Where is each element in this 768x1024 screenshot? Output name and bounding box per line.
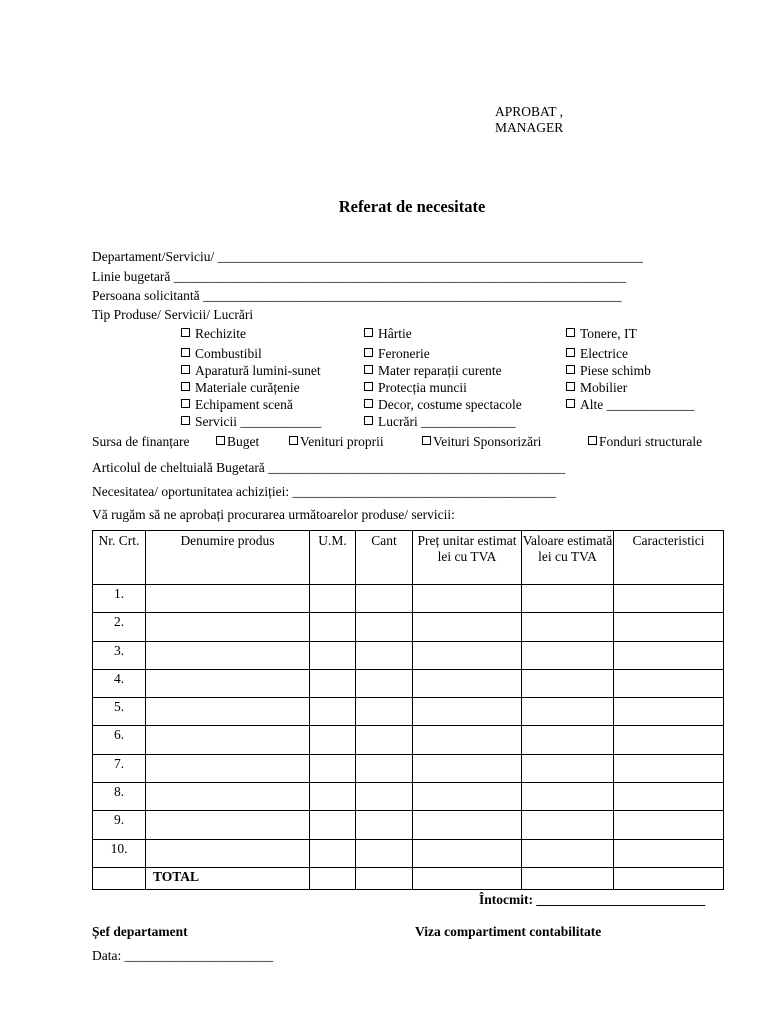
cell[interactable] bbox=[522, 811, 614, 839]
financing-option-budget[interactable]: Buget bbox=[216, 434, 259, 450]
cell[interactable] bbox=[522, 613, 614, 641]
checkbox-icon[interactable] bbox=[364, 399, 373, 408]
row-number: 4. bbox=[93, 669, 146, 697]
cell[interactable] bbox=[413, 811, 522, 839]
cell[interactable] bbox=[522, 698, 614, 726]
header-product-name: Denumire produs bbox=[146, 531, 310, 585]
cell[interactable] bbox=[310, 585, 356, 613]
cell[interactable] bbox=[614, 585, 724, 613]
cell[interactable] bbox=[522, 585, 614, 613]
checkbox-icon[interactable] bbox=[566, 328, 575, 337]
table-row bbox=[93, 669, 724, 697]
cell[interactable] bbox=[522, 726, 614, 754]
budget-line-field[interactable]: Linie bugetară ___________________________________________________________________ bbox=[92, 269, 626, 284]
header-unit: U.M. bbox=[310, 531, 356, 585]
type-option[interactable]: Lucrări ______________ bbox=[364, 414, 516, 430]
cell[interactable] bbox=[614, 669, 724, 697]
type-option[interactable]: Servicii ____________ bbox=[181, 414, 321, 430]
type-option[interactable]: Protecția muncii bbox=[364, 380, 467, 396]
cell[interactable] bbox=[146, 839, 310, 867]
cell[interactable] bbox=[522, 867, 614, 889]
cell[interactable] bbox=[413, 585, 522, 613]
type-option[interactable]: Aparatură lumini-sunet bbox=[181, 363, 321, 379]
accounting-visa-label: Viza compartiment contabilitate bbox=[415, 924, 602, 939]
table-row bbox=[93, 839, 724, 867]
cell[interactable] bbox=[310, 867, 356, 889]
cell[interactable] bbox=[310, 811, 356, 839]
type-option[interactable]: Decor, costume spectacole bbox=[364, 397, 522, 413]
row-number: 3. bbox=[93, 641, 146, 669]
table-row bbox=[93, 811, 724, 839]
necessity-field[interactable]: Necesitatea/ oportunitatea achiziției: _______________________________________ bbox=[92, 484, 556, 499]
cell[interactable] bbox=[614, 783, 724, 811]
table-row bbox=[93, 698, 724, 726]
budget-article-field[interactable]: Articolul de cheltuială Bugetară ____________________________________________ bbox=[92, 460, 566, 475]
financing-option-structural-funds[interactable]: Fonduri structurale bbox=[588, 434, 702, 450]
table-row bbox=[93, 726, 724, 754]
financing-option-sponsorship[interactable]: Veituri Sponsorizări bbox=[422, 434, 541, 450]
cell[interactable] bbox=[614, 613, 724, 641]
type-option[interactable]: Echipament scenă bbox=[181, 397, 293, 413]
checkbox-icon[interactable] bbox=[588, 436, 597, 445]
cell[interactable] bbox=[614, 867, 724, 889]
row-number: 2. bbox=[93, 613, 146, 641]
approval-block bbox=[495, 104, 563, 136]
header-value: Valoare estimată lei cu TVA bbox=[522, 531, 614, 585]
type-option[interactable]: Combustibil bbox=[181, 346, 262, 362]
cell[interactable] bbox=[614, 811, 724, 839]
cell[interactable] bbox=[614, 698, 724, 726]
cell[interactable] bbox=[356, 754, 413, 782]
row-number: 8. bbox=[93, 783, 146, 811]
cell[interactable] bbox=[413, 669, 522, 697]
checkbox-icon[interactable] bbox=[181, 365, 190, 374]
cell[interactable] bbox=[356, 641, 413, 669]
cell bbox=[93, 867, 146, 889]
cell[interactable] bbox=[522, 783, 614, 811]
cell[interactable] bbox=[310, 698, 356, 726]
cell[interactable] bbox=[146, 783, 310, 811]
document-title: Referat de necesitate bbox=[338, 197, 486, 216]
checkbox-icon[interactable] bbox=[364, 365, 373, 374]
table-total-row bbox=[93, 867, 724, 889]
checkbox-icon[interactable] bbox=[181, 399, 190, 408]
checkbox-icon[interactable] bbox=[566, 399, 575, 408]
cell[interactable] bbox=[413, 613, 522, 641]
table-row bbox=[93, 641, 724, 669]
cell[interactable] bbox=[413, 726, 522, 754]
cell[interactable] bbox=[356, 669, 413, 697]
department-field[interactable]: Departament/Serviciu/ _______________________________________________________________ bbox=[92, 249, 643, 264]
type-option[interactable]: Hârtie bbox=[364, 326, 412, 342]
cell[interactable] bbox=[310, 839, 356, 867]
row-number: 1. bbox=[93, 585, 146, 613]
financing-label: Sursa de finanțare bbox=[92, 434, 190, 449]
type-option[interactable]: Tonere, IT bbox=[566, 326, 637, 342]
table-row bbox=[93, 754, 724, 782]
cell[interactable] bbox=[146, 641, 310, 669]
checkbox-icon[interactable] bbox=[181, 416, 190, 425]
cell[interactable] bbox=[310, 754, 356, 782]
checkbox-icon[interactable] bbox=[289, 436, 298, 445]
cell[interactable] bbox=[310, 641, 356, 669]
cell[interactable] bbox=[146, 811, 310, 839]
row-number: 9. bbox=[93, 811, 146, 839]
table-row bbox=[93, 585, 724, 613]
checkbox-icon[interactable] bbox=[422, 436, 431, 445]
approval-line-1: APROBAT , bbox=[495, 104, 564, 119]
header-unit-price: Preț unitar estimat lei cu TVA bbox=[413, 531, 522, 585]
cell[interactable] bbox=[356, 811, 413, 839]
items-table bbox=[92, 530, 724, 890]
cell[interactable] bbox=[522, 839, 614, 867]
cell[interactable] bbox=[146, 754, 310, 782]
checkbox-icon[interactable] bbox=[181, 328, 190, 337]
head-department-label: Șef departament bbox=[92, 924, 188, 939]
table-header-row bbox=[93, 531, 724, 585]
table-row bbox=[93, 783, 724, 811]
cell[interactable] bbox=[310, 613, 356, 641]
cell[interactable] bbox=[413, 839, 522, 867]
row-number: 6. bbox=[93, 726, 146, 754]
date-field[interactable]: Data: ______________________ bbox=[92, 948, 274, 963]
cell[interactable] bbox=[146, 669, 310, 697]
cell[interactable] bbox=[356, 839, 413, 867]
cell[interactable] bbox=[413, 783, 522, 811]
checkbox-icon[interactable] bbox=[566, 365, 575, 374]
type-option[interactable]: Feronerie bbox=[364, 346, 430, 362]
row-number: 7. bbox=[93, 754, 146, 782]
type-heading: Tip Produse/ Servicii/ Lucrări bbox=[92, 307, 254, 322]
type-option[interactable]: Materiale curățenie bbox=[181, 380, 300, 396]
cell[interactable] bbox=[356, 698, 413, 726]
checkbox-icon[interactable] bbox=[364, 416, 373, 425]
header-characteristics: Caracteristici bbox=[614, 531, 724, 585]
row-number: 10. bbox=[93, 839, 146, 867]
checkbox-icon[interactable] bbox=[216, 436, 225, 445]
cell[interactable] bbox=[146, 698, 310, 726]
cell[interactable] bbox=[614, 641, 724, 669]
cell[interactable] bbox=[413, 641, 522, 669]
cell[interactable] bbox=[310, 726, 356, 754]
cell[interactable] bbox=[614, 754, 724, 782]
header-quantity: Cant bbox=[356, 531, 413, 585]
cell[interactable] bbox=[614, 726, 724, 754]
cell[interactable] bbox=[614, 839, 724, 867]
requester-field[interactable]: Persoana solicitantă ______________________________________________________________ bbox=[92, 288, 622, 303]
type-option[interactable]: Mobilier bbox=[566, 380, 627, 396]
cell[interactable] bbox=[146, 585, 310, 613]
checkbox-icon[interactable] bbox=[364, 382, 373, 391]
cell[interactable] bbox=[413, 754, 522, 782]
checkbox-icon[interactable] bbox=[181, 382, 190, 391]
financing-option-own-revenue[interactable]: Venituri proprii bbox=[289, 434, 384, 450]
cell[interactable] bbox=[310, 669, 356, 697]
cell[interactable] bbox=[356, 613, 413, 641]
checkbox-icon[interactable] bbox=[181, 348, 190, 357]
checkbox-icon[interactable] bbox=[566, 348, 575, 357]
cell[interactable] bbox=[522, 754, 614, 782]
cell[interactable] bbox=[310, 783, 356, 811]
request-text: Vă rugăm să ne aprobați procurarea următoarelor produse/ servicii: bbox=[92, 507, 455, 522]
type-option[interactable]: Electrice bbox=[566, 346, 628, 362]
checkbox-icon[interactable] bbox=[364, 348, 373, 357]
header-nr: Nr. Crt. bbox=[93, 531, 146, 585]
cell[interactable] bbox=[146, 726, 310, 754]
cell[interactable] bbox=[356, 867, 413, 889]
type-option[interactable]: Piese schimb bbox=[566, 363, 651, 379]
cell[interactable] bbox=[356, 585, 413, 613]
cell[interactable] bbox=[413, 698, 522, 726]
cell[interactable] bbox=[413, 867, 522, 889]
cell[interactable] bbox=[522, 641, 614, 669]
cell[interactable] bbox=[522, 669, 614, 697]
checkbox-icon[interactable] bbox=[364, 328, 373, 337]
approval-line-2: MANAGER bbox=[495, 120, 564, 135]
type-option[interactable]: Alte _____________ bbox=[566, 397, 694, 413]
prepared-by-field[interactable]: Întocmit: _________________________ bbox=[479, 892, 706, 907]
cell[interactable] bbox=[356, 783, 413, 811]
type-option[interactable]: Mater reparații curente bbox=[364, 363, 502, 379]
cell[interactable] bbox=[146, 613, 310, 641]
cell[interactable] bbox=[356, 726, 413, 754]
type-option[interactable]: Rechizite bbox=[181, 326, 246, 342]
row-number: 5. bbox=[93, 698, 146, 726]
total-label: TOTAL bbox=[146, 867, 310, 889]
checkbox-icon[interactable] bbox=[566, 382, 575, 391]
table-row bbox=[93, 613, 724, 641]
